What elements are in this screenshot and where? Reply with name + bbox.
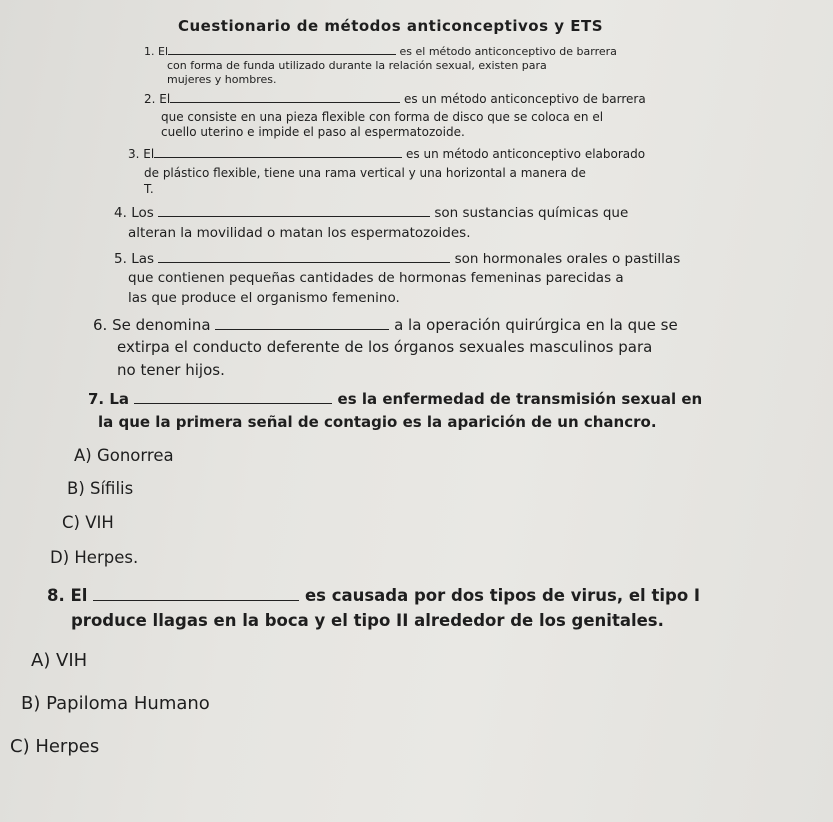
question-2-number: 2. [144, 92, 156, 106]
question-2-prefix: El [159, 92, 171, 106]
question-4-line-1: alteran la movilidad o matan los espermatozoides. [128, 225, 471, 241]
question-7-option-c[interactable]: C) VIH [62, 513, 114, 532]
question-3-number: 3. [128, 147, 140, 161]
question-5-number: 5. [114, 251, 127, 267]
question-8-prefix: El [70, 586, 88, 605]
page-title: Cuestionario de métodos anticonceptivos y ETS [178, 17, 603, 35]
question-5-after-blank: son hormonales orales o pastillas [454, 251, 681, 267]
question-6-line-2: no tener hijos. [117, 361, 225, 379]
question-1-line-2: mujeres y hombres. [167, 73, 277, 86]
question-5-blank[interactable] [158, 262, 450, 263]
question-7 [88, 390, 702, 408]
question-1 [144, 45, 617, 58]
question-6-blank[interactable] [215, 329, 389, 330]
question-3 [128, 147, 645, 161]
question-2-line-2: cuello uterino e impide el paso al espermatozoide. [161, 125, 465, 139]
question-4 [114, 205, 628, 221]
question-3-blank[interactable] [154, 157, 402, 158]
question-3-line-2: T. [144, 182, 154, 196]
question-5 [114, 251, 680, 267]
question-1-prefix: El [158, 45, 169, 58]
question-6-number: 6. [93, 316, 108, 334]
question-5-line-2: las que produce el organismo femenino. [128, 290, 400, 306]
question-1-line-1: con forma de funda utilizado durante la relación sexual, existen para [167, 59, 547, 72]
question-7-prefix: La [109, 390, 130, 408]
question-2-blank[interactable] [170, 102, 400, 103]
question-4-blank[interactable] [158, 216, 430, 217]
question-8-option-b[interactable]: B) Papiloma Humano [21, 693, 210, 714]
question-2-after-blank: es un método anticonceptivo de barrera [404, 92, 646, 106]
question-4-after-blank: son sustancias químicas que [434, 205, 629, 221]
question-8-after-blank: es causada por dos tipos de virus, el tipo I [304, 586, 701, 605]
question-6-prefix: Se denomina [112, 316, 211, 334]
question-8-line-1: produce llagas en la boca y el tipo II alrededor de los genitales. [71, 611, 664, 630]
question-8-option-a[interactable]: A) VIH [31, 650, 88, 671]
question-6 [93, 316, 678, 334]
question-8 [47, 586, 700, 605]
question-6-after-blank: a la operación quirúrgica en la que se [394, 316, 678, 334]
question-3-line-1: de plástico flexible, tiene una rama vertical y una horizontal a manera de [144, 166, 586, 180]
question-1-blank[interactable] [168, 54, 396, 55]
question-6-line-1: extirpa el conducto deferente de los órganos sexuales masculinos para [117, 338, 653, 356]
question-8-number: 8. [47, 586, 65, 605]
question-3-after-blank: es un método anticonceptivo elaborado [406, 147, 646, 161]
question-7-option-d[interactable]: D) Herpes. [50, 548, 139, 567]
question-8-blank[interactable] [93, 600, 299, 601]
question-1-after-blank: es el método anticonceptivo de barrera [399, 45, 617, 58]
question-4-number: 4. [114, 205, 127, 221]
question-2 [144, 92, 646, 106]
question-2-line-1: que consiste en una pieza flexible con forma de disco que se coloca en el [161, 110, 604, 124]
question-5-line-1: que contienen pequeñas cantidades de hormonas femeninas parecidas a [128, 270, 624, 286]
question-7-number: 7. [88, 390, 105, 408]
question-4-prefix: Los [131, 205, 154, 221]
question-7-blank[interactable] [134, 403, 332, 404]
question-5-prefix: Las [131, 251, 155, 267]
question-3-prefix: El [143, 147, 155, 161]
question-8-option-c[interactable]: C) Herpes [10, 736, 100, 757]
question-1-number: 1. [144, 45, 155, 58]
question-7-after-blank: es la enfermedad de transmisión sexual en [337, 390, 703, 408]
question-7-option-a[interactable]: A) Gonorrea [74, 446, 174, 465]
question-7-option-b[interactable]: B) Sífilis [67, 479, 134, 498]
question-7-line-1: la que la primera señal de contagio es la aparición de un chancro. [98, 413, 657, 431]
